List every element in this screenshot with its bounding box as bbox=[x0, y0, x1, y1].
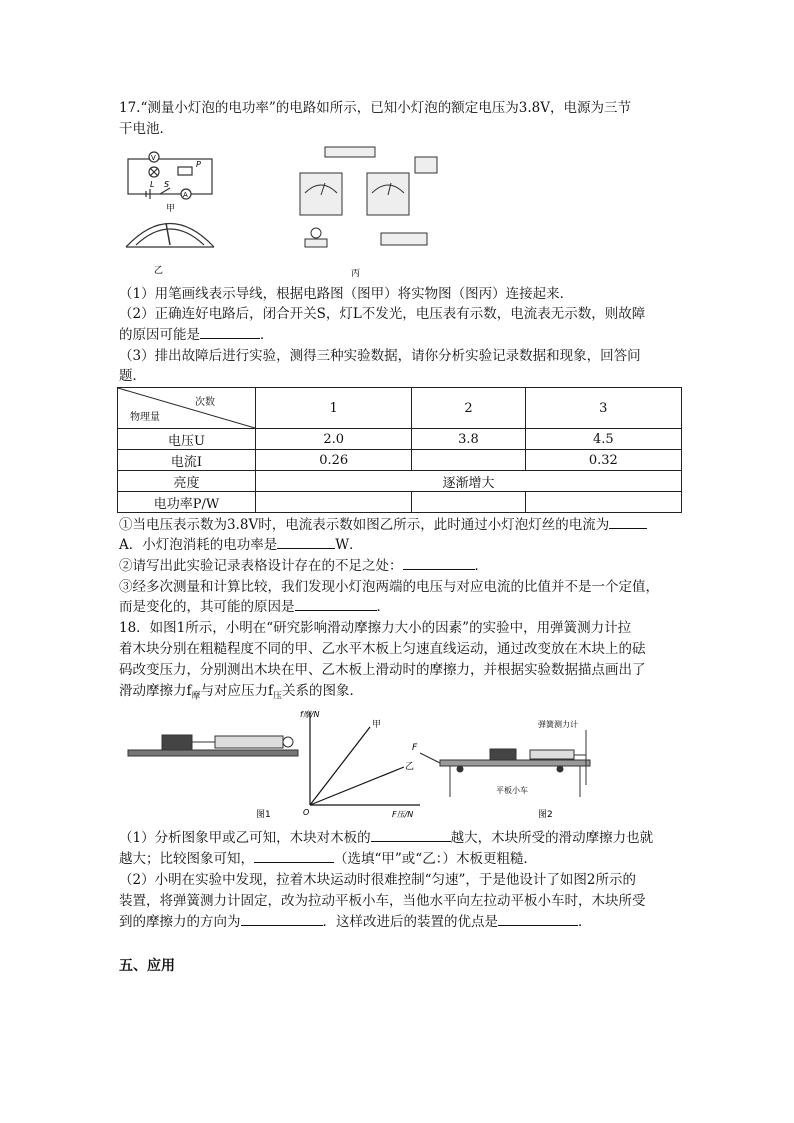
q17-c1-line2 bbox=[119, 535, 363, 555]
q17-stem-line2: 干电池． bbox=[119, 121, 173, 137]
q18-pressure-blank[interactable] bbox=[371, 828, 451, 842]
q18-sub1-text4: （选填“甲”或“乙：）木板更粗糙． bbox=[334, 851, 537, 867]
table-cell: 2.0 bbox=[256, 429, 412, 450]
q17-sub2-end: ． bbox=[260, 327, 274, 343]
rheostat-label: P bbox=[196, 160, 201, 169]
row-label: 亮度 bbox=[118, 471, 256, 492]
fig2-spring-label: 弹簧测力计 bbox=[538, 720, 578, 729]
q18-sub1-text2: 越大，木块所受的滑动摩擦力也就 bbox=[450, 830, 654, 846]
table-row bbox=[118, 471, 682, 492]
q18-stem4-a: 滑动摩擦力f bbox=[119, 683, 192, 699]
wood-board bbox=[128, 750, 298, 756]
fig-yi-label: 乙 bbox=[154, 266, 164, 276]
q17-c1-end: W． bbox=[335, 537, 363, 553]
q18-stem4-b: 与对应压力f bbox=[200, 683, 274, 699]
fig2-spring-scale bbox=[530, 750, 574, 759]
q17-c1-text2: A．小灯泡消耗的电功率是 bbox=[119, 537, 278, 553]
q18-stem4-c: 关系的图象． bbox=[282, 683, 364, 699]
q18-sub2-end: ． bbox=[578, 914, 592, 930]
graph-x-label: F压/N bbox=[392, 810, 414, 819]
friction-figures bbox=[120, 705, 600, 823]
table-cell[interactable] bbox=[525, 492, 681, 513]
q17-sub2-line1: （2）正确连好电路后，闭合开关S，灯L不发光，电压表有示数，电流表无示数，则故障 bbox=[119, 306, 646, 322]
q17-c2-text: ②请写出此实验记录表格设计存在的不足之处： bbox=[119, 558, 403, 574]
table-row bbox=[118, 492, 682, 513]
corner-bottom-label: 物理量 bbox=[130, 412, 160, 423]
corner-top-label: 次数 bbox=[195, 397, 215, 408]
q18-advantage-blank[interactable] bbox=[498, 912, 578, 926]
fig1-label: 图1 bbox=[256, 810, 271, 820]
table-cell: 0.32 bbox=[525, 450, 681, 471]
wood-block bbox=[162, 735, 192, 750]
data-table bbox=[117, 387, 682, 513]
lamp-label: L bbox=[150, 180, 155, 189]
q18-sub2-line1: （2）小明在实验中发现，拉着木块运动时很难控制“匀速”，于是他设计了如图2所示的 bbox=[119, 872, 636, 888]
cart-board bbox=[440, 760, 590, 766]
table-row bbox=[118, 429, 682, 450]
graph-line-yi-label: 乙 bbox=[405, 762, 415, 772]
q17-c3-text: 而是变化的，其可能的原因是 bbox=[119, 599, 295, 615]
spring-scale bbox=[215, 736, 283, 748]
switch-device bbox=[415, 157, 437, 173]
q17-c3-line2 bbox=[119, 597, 390, 617]
table-header: 3 bbox=[525, 388, 681, 429]
fig2-block bbox=[490, 749, 516, 760]
q17-sub1: （1）用笔画线表示导线，根据电路图（图甲）将实物图（图丙）连接起来． bbox=[119, 286, 574, 302]
row-label: 电流I bbox=[118, 450, 256, 471]
q17-sub2-text: 的原因可能是 bbox=[119, 327, 200, 343]
q18-sub2-line3 bbox=[119, 912, 592, 932]
q18-stem4-sub1: 摩 bbox=[191, 691, 201, 702]
q17-sub2-line2 bbox=[119, 325, 274, 345]
table-header: 2 bbox=[412, 388, 525, 429]
q18-rougher-blank[interactable] bbox=[254, 849, 334, 863]
table-cell: 4.5 bbox=[525, 429, 681, 450]
q18-sub2-text: 到的摩擦力的方向为 bbox=[119, 914, 241, 930]
row-label: 电功率P/W bbox=[118, 492, 256, 513]
q17-power-blank[interactable] bbox=[277, 535, 335, 549]
q17-current-blank[interactable] bbox=[609, 515, 647, 529]
brightness-value: 逐渐增大 bbox=[256, 471, 682, 492]
q17-c1-text: ①当电压表示数为3.8V时，电流表示数如图乙所示，此时通过小灯泡灯丝的电流为 bbox=[119, 517, 610, 533]
fig2-cart-label: 平板小车 bbox=[496, 786, 528, 795]
q17-sub3-line2: 题． bbox=[119, 368, 146, 384]
q18-sub1-text3: 越大；比较图象可知， bbox=[119, 851, 254, 867]
table-cell: 3.8 bbox=[412, 429, 525, 450]
graph-line-jia-label: 甲 bbox=[372, 720, 382, 730]
table-header: 1 bbox=[256, 388, 412, 429]
circuit-and-meter-figure bbox=[120, 145, 220, 280]
switch-label: S bbox=[164, 180, 170, 189]
q18-sub2-line2: 装置，将弹簧测力计固定，改为拉动平板小车，当他水平向左拉动平板小车时，木块所受 bbox=[119, 893, 646, 909]
graph-origin: O bbox=[303, 808, 310, 817]
table-row bbox=[118, 450, 682, 471]
q18-sub1-line2 bbox=[119, 849, 537, 869]
voltmeter-label: V bbox=[151, 154, 156, 162]
q18-sub1-line1 bbox=[119, 828, 653, 848]
q17-c2 bbox=[119, 556, 488, 576]
q18-stem-line4 bbox=[119, 681, 363, 707]
table-cell: 0.26 bbox=[256, 450, 412, 471]
q17-c2-end: ． bbox=[474, 558, 488, 574]
q18-sub1-text: （1）分析图象甲或乙可知，木块对木板的 bbox=[119, 830, 371, 846]
q17-sub2-blank[interactable] bbox=[200, 325, 260, 339]
lamp-holder bbox=[305, 239, 327, 247]
table-cell[interactable] bbox=[256, 492, 412, 513]
q18-stem-line2: 着木块分别在粗糙程度不同的甲、乙水平木板上匀速直线运动，通过改变放在木块上的砝 bbox=[119, 641, 646, 657]
q18-stem-line1: 18．如图1所示，小明在“研究影响滑动摩擦力大小的因素”的实验中，用弹簧测力计拉 bbox=[119, 620, 632, 636]
q18-stem-line3: 码改变压力，分别测出木块在甲、乙木板上滑动时的摩擦力，并根据实验数据描点画出了 bbox=[119, 662, 646, 678]
q17-c3-line1: ③经多次测量和计算比较，我们发现小灯泡两端的电压与对应电流的比值并不是一个定值， bbox=[119, 579, 659, 595]
q18-sub2-text2: ．这样改进后的装置的优点是 bbox=[322, 914, 498, 930]
fig2-label: 图2 bbox=[538, 810, 553, 820]
q17-c3-end: ． bbox=[376, 599, 390, 615]
apparatus-figure bbox=[285, 143, 450, 283]
table-corner-cell bbox=[118, 388, 256, 429]
rheostat-device bbox=[381, 233, 427, 245]
q18-direction-blank[interactable] bbox=[241, 912, 323, 926]
battery-pack bbox=[325, 147, 375, 157]
q17-c1-line1 bbox=[119, 515, 647, 535]
rheostat-symbol bbox=[178, 167, 192, 175]
fig2-force-label: F bbox=[412, 743, 418, 753]
table-cell[interactable] bbox=[412, 450, 525, 471]
ammeter-label: A bbox=[183, 191, 188, 199]
q17-stem-line1: 17.“测量小灯泡的电功率”的电路如所示，已知小灯泡的额定电压为3.8V，电源为三节 bbox=[119, 100, 631, 116]
section-heading: 五、应用 bbox=[119, 958, 175, 974]
lamp-bulb bbox=[311, 228, 321, 238]
q17-sub3-line1: （3）排出故障后进行实验，测得三种实验数据，请你分析实验记录数据和现象，回答问 bbox=[119, 348, 641, 364]
fig-jia-label: 甲 bbox=[166, 204, 176, 214]
graph-y-label: f摩/N bbox=[300, 710, 320, 719]
table-cell[interactable] bbox=[412, 492, 525, 513]
q18-stem4-sub2: 压 bbox=[273, 691, 283, 702]
q17-c3-blank[interactable] bbox=[295, 597, 377, 611]
row-label: 电压U bbox=[118, 429, 256, 450]
q17-c2-blank[interactable] bbox=[403, 556, 475, 570]
fig-bing-label: 丙 bbox=[351, 269, 361, 279]
